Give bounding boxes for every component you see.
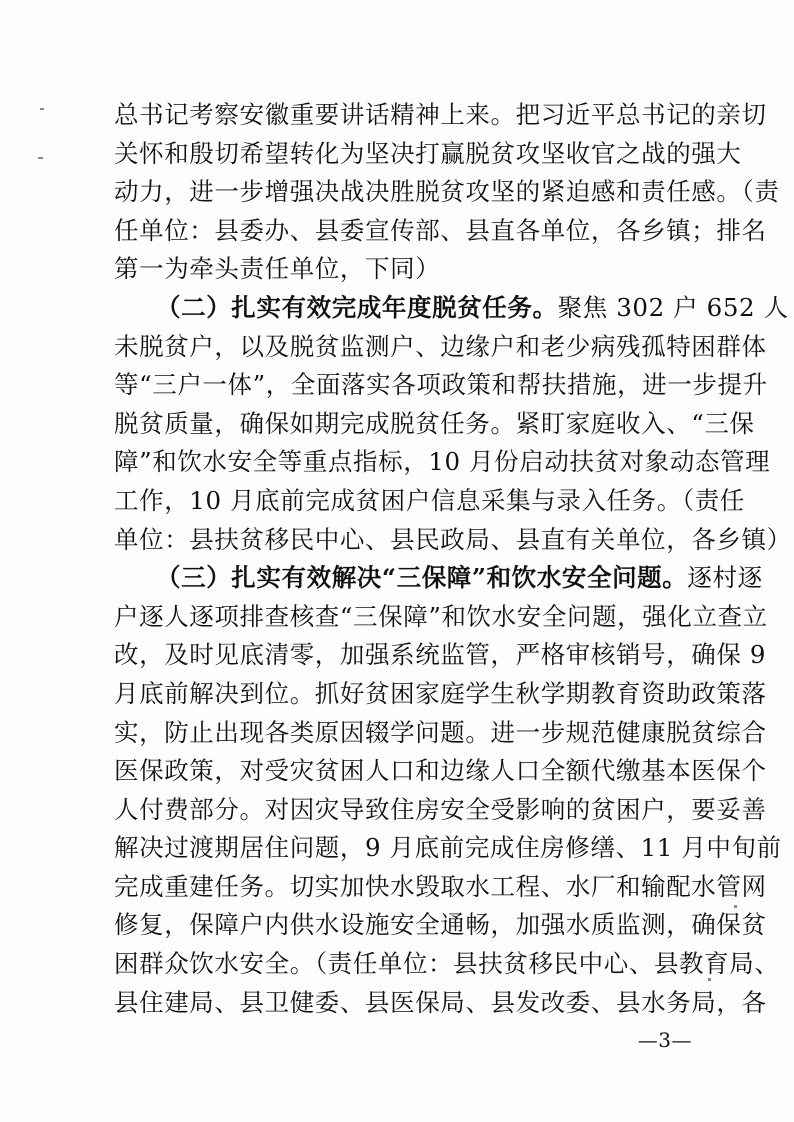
- text-line: 脱贫质量，确保如期完成脱贫任务。紧盯家庭收入、“三保: [114, 408, 755, 438]
- text-line: 医保政策，对受灾贫困人口和边缘人口全额代缴基本医保个: [114, 756, 767, 786]
- text-line: 解决过渡期居住问题，9 月底前完成住房修缮、11 月中旬前: [114, 833, 782, 863]
- text-line: 工作，10 月底前完成贫困户信息采集与录入任务。（责任: [114, 485, 745, 515]
- text-line: 县住建局、县卫健委、县医保局、县发改委、县水务局，各: [114, 987, 767, 1017]
- scan-mark-dot: [734, 905, 737, 908]
- body-text: [114, 96, 792, 1022]
- section-2-heading-rest: 聚焦 302 户 652 人: [557, 292, 789, 322]
- section-2-heading-line: [114, 289, 789, 328]
- text-line: 实，防止出现各类原因辍学问题。进一步规范健康脱贫综合: [114, 717, 767, 747]
- text-line: 完成重建任务。切实加快水毁取水工程、水厂和输配水管网: [114, 871, 767, 901]
- section-2-heading: （二）扎实有效完成年度脱贫任务。: [156, 292, 558, 322]
- text-line: 人付费部分。对因灾导致住房安全受影响的贫困户，要妥善: [114, 794, 767, 824]
- scan-mark-dot: [40, 108, 44, 110]
- text-line: 月底前解决到位。抓好贫困家庭学生秋学期教育资助政策落: [114, 678, 767, 708]
- text-line: 动力，进一步增强决战决胜脱贫攻坚的紧迫感和责任感。（责: [114, 177, 780, 207]
- text-line: 单位：县扶贫移民中心、县民政局、县直有关单位，各乡镇）: [114, 524, 792, 554]
- page-number: —3—: [637, 1028, 692, 1052]
- text-line: 第一为牵头责任单位，下同）: [114, 254, 441, 284]
- text-line: 等“三户一体”，全面落实各项政策和帮扶措施，进一步提升: [114, 370, 768, 400]
- scan-mark-dot: [708, 978, 711, 981]
- section-3-heading: （三）扎实有效解决“三保障”和饮水安全问题。: [156, 563, 688, 593]
- section-3-heading-rest: 逐村逐: [687, 563, 763, 593]
- text-line: 总书记考察安徽重要讲话精神上来。把习近平总书记的亲切: [114, 100, 767, 129]
- text-line: 困群众饮水安全。（责任单位：县扶贫移民中心、县教育局、: [114, 949, 780, 979]
- text-line: 改，及时见底清零，加强系统监管，严格审核销号，确保 9: [114, 640, 767, 670]
- text-line: 未脱贫户，以及脱贫监测户、边缘户和老少病残孤特困群体: [114, 331, 767, 361]
- text-line: 任单位：县委办、县委宣传部、县直各单位，各乡镇；排名: [114, 215, 767, 245]
- text-line: 关怀和殷切希望转化为坚决打赢脱贫攻坚收官之战的强大: [114, 138, 742, 168]
- text-line: 修复，保障户内供水设施安全通畅，加强水质监测，确保贫: [114, 910, 767, 940]
- section-3-heading-line: [114, 559, 763, 598]
- text-line: 户逐人逐项排查核查“三保障”和饮水安全问题，强化立查立: [114, 601, 768, 631]
- scan-mark-dot: [38, 157, 43, 159]
- text-line: 障”和饮水安全等重点指标，10 月份启动扶贫对象动态管理: [114, 447, 771, 477]
